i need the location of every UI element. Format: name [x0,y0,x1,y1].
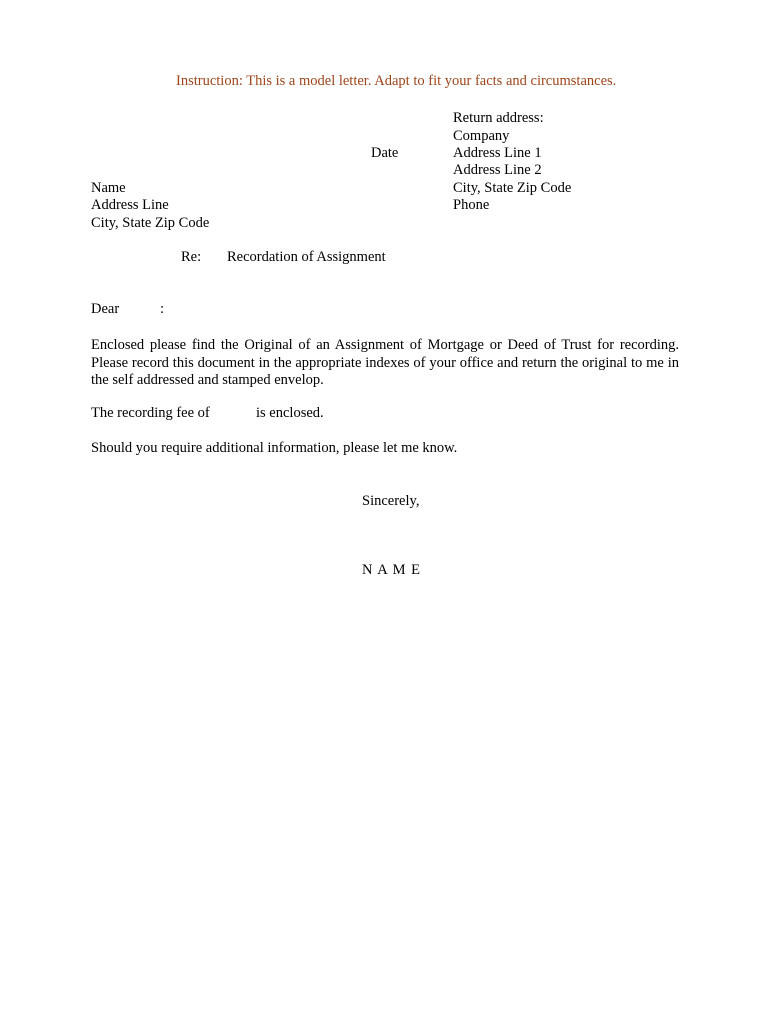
return-address-line2: Address Line 2 [453,162,542,178]
recording-fee-prefix: The recording fee of [91,405,210,421]
salutation-dear: Dear [91,301,120,317]
re-subject: Recordation of Assignment [227,249,386,265]
instruction-note: Instruction: This is a model letter. Adapt to fit your facts and circumstances. [176,73,617,89]
return-address-line1: Address Line 1 [453,145,542,161]
salutation-colon: : [160,301,165,317]
return-address-heading: Return address: [453,110,544,126]
return-address-city-state-zip: City, State Zip Code [453,180,572,196]
recording-fee-suffix: is enclosed. [256,405,324,421]
return-address-company: Company [453,128,510,144]
recipient-name: Name [91,180,126,196]
recipient-city-state-zip: City, State Zip Code [91,215,210,231]
recipient-address: Address Line [91,197,169,213]
body-paragraph: Enclosed please find the Original of an Assignment of Mortgage or Deed of Trust for recording. Please record this document in the appropriate indexes of your office and return the original to me in the self addressed and stamped envelop. [91,337,679,388]
return-address-phone: Phone [453,197,490,213]
re-label: Re: [181,249,202,265]
closing-sentence: Should you require additional information, please let me know. [91,440,458,456]
closing-sincerely: Sincerely, [362,493,420,509]
date-field: Date [371,145,399,161]
signature-name: N A M E [362,562,421,578]
